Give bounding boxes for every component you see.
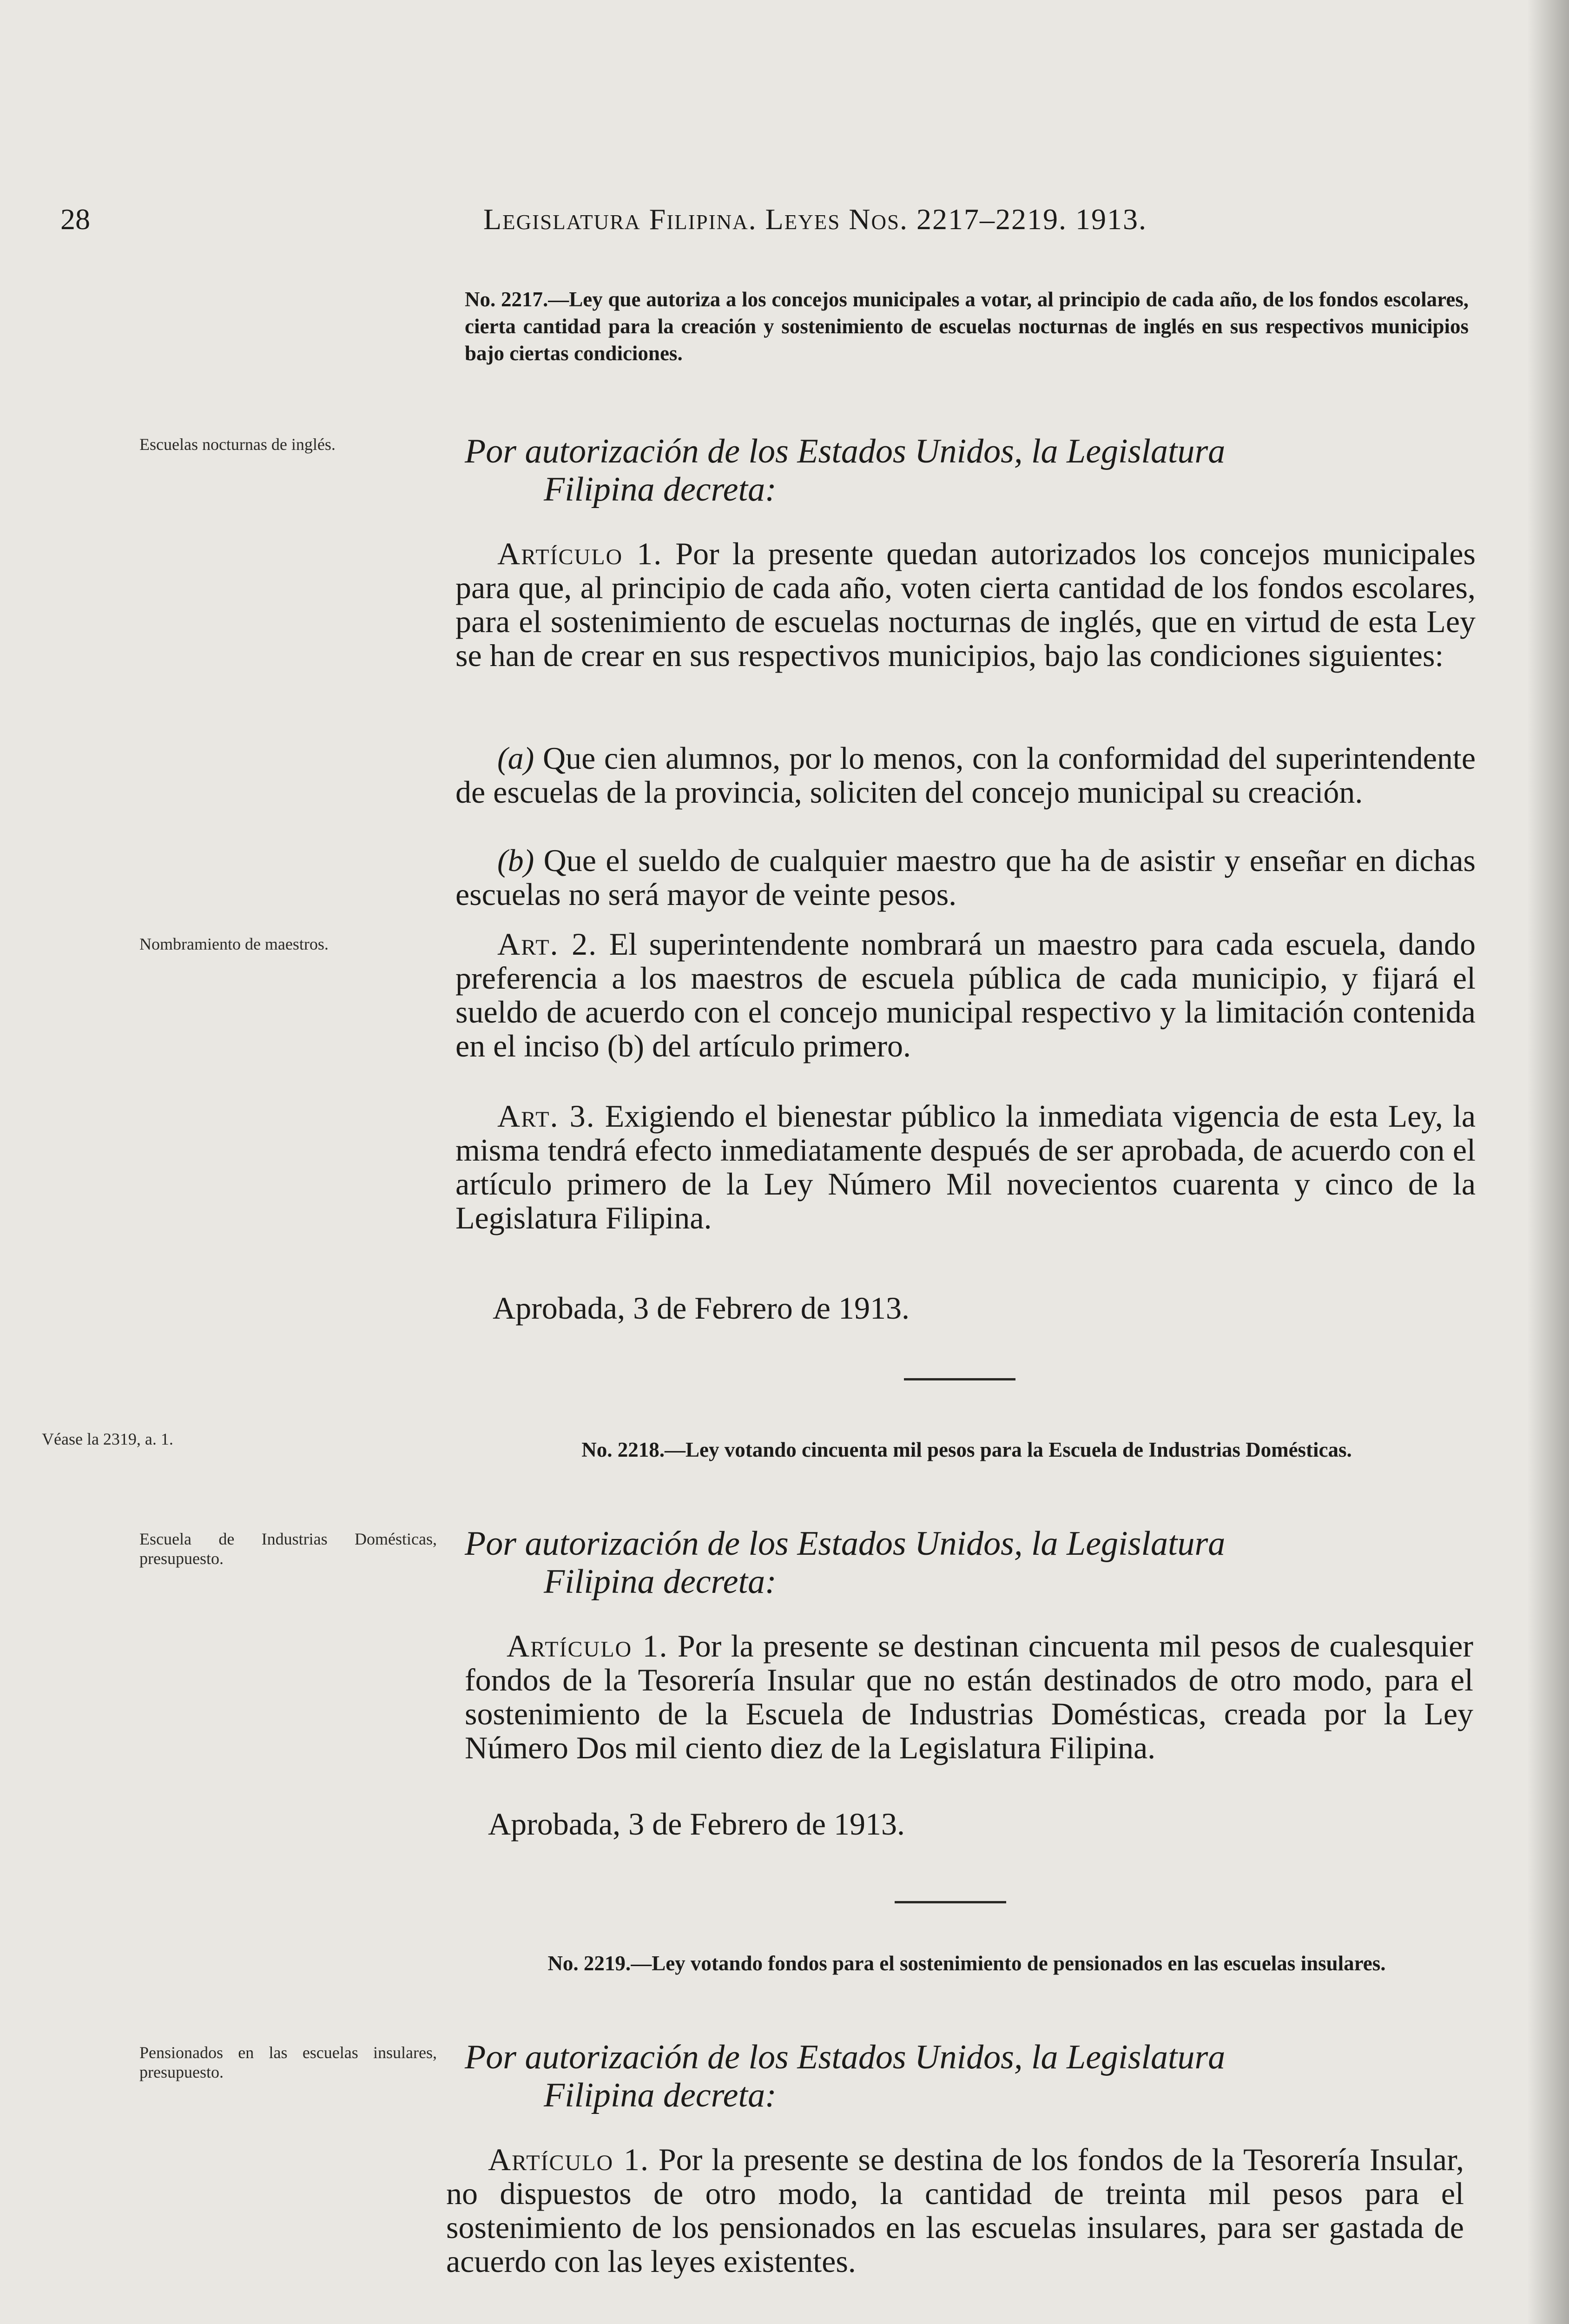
- margin-note-nombramiento: Nombramiento de maestros.: [139, 935, 329, 953]
- law-2217-title-text: —Ley que autoriza a los concejos municipales a votar, al principio de cada año, de los fondos escolares, cierta cantidad para la creación y sostenimiento de escuelas nocturnas de inglés en sus respectivos municipios bajo ciertas condiciones.: [465, 288, 1469, 365]
- law-2219-title-text: —Ley votando fondos para el sostenimiento de pensionados en las escuelas insulares.: [631, 1952, 1386, 1975]
- law-2217-title: [465, 286, 1469, 407]
- article-label: Art. 2.: [497, 926, 598, 962]
- margin-note-escuelas-nocturnas: Escuelas nocturnas de inglés.: [139, 435, 336, 454]
- enacting-line-2: Filipina decreta:: [544, 2076, 777, 2114]
- law-2217-number: No. 2217.: [465, 288, 548, 311]
- article-label: Artículo 1.: [488, 2142, 650, 2177]
- article-text: El superintendente nombrará un maestro para cada escuela, dando preferencia a los maestros de escuela pública de cada municipio, y fijará el sueldo de acuerdo con el concejo municipal respectivo y la limitación contenida en el inciso (b) del artículo primero.: [455, 926, 1476, 1063]
- law-2218-enacting-clause: [465, 1525, 1478, 1601]
- enacting-line-2: Filipina decreta:: [544, 470, 777, 508]
- law-2217-enacting-clause: [465, 432, 1478, 508]
- law-2218-title: [465, 1436, 1469, 1463]
- article-label: Artículo 1.: [497, 536, 663, 571]
- article-text: Por la presente se destinan cincuenta mil pesos de cualesquier fondos de la Tesorería Insular que no están destinados de otro modo, para el sostenimiento de la Escuela de Industrias Domésticas, creada por la Ley Número Dos mil ciento diez de la Legislatura Filipina.: [465, 1628, 1473, 1765]
- enacting-line-1: Por autorización de los Estados Unidos, la Legislatura: [465, 432, 1226, 470]
- law-2219-enacting-clause: [465, 2038, 1478, 2114]
- law-2218-title-text: —Ley votando cincuenta mil pesos para la Escuela de Industrias Domésticas.: [664, 1438, 1352, 1461]
- clause-text: Que el sueldo de cualquier maestro que ha de asistir y enseñar en dichas escuelas no será mayor de veinte pesos.: [455, 843, 1476, 912]
- law-2218-approved: Aprobada, 3 de Febrero de 1913.: [488, 1806, 905, 1842]
- margin-note-industrias: Escuela de Industrias Domésticas, presupuesto.: [139, 1530, 437, 1568]
- law-2219-article-1: [446, 2143, 1464, 2278]
- law-2217-article-3: [455, 1099, 1476, 1235]
- law-2218-number: No. 2218.: [581, 1438, 665, 1461]
- law-2219-title: [465, 1950, 1469, 1977]
- enacting-line-2: Filipina decreta:: [544, 1563, 777, 1601]
- article-text: Por la presente quedan autorizados los concejos municipales para que, al principio de cada año, voten cierta cantidad de los fondos escolares, para el sostenimiento de escuelas nocturnas de inglés, que en virtud de esta Ley se han de crear en sus respectivos municipios, bajo las condiciones siguientes:: [455, 536, 1476, 673]
- law-2217-article-1: [455, 537, 1476, 673]
- law-2217-article-2: [455, 927, 1476, 1063]
- page-number: 28: [60, 203, 90, 236]
- article-text: Exigiendo el bienestar público la inmediata vigencia de esta Ley, la misma tendrá efecto inmediatamente después de ser aprobada, de acuerdo con el artículo primero de la Ley Número Mil novecientos cuarenta y cinco de la Legislatura Filipina.: [455, 1098, 1476, 1235]
- law-2219-number: No. 2219.: [547, 1952, 631, 1975]
- section-divider: [895, 1901, 1006, 1903]
- enacting-line-1: Por autorización de los Estados Unidos, la Legislatura: [465, 1525, 1226, 1563]
- running-head: Legislatura Filipina. Leyes Nos. 2217–2219. 1913.: [483, 203, 1147, 236]
- article-text: Por la presente se destina de los fondos de la Tesorería Insular, no dispuestos de otro modo, la cantidad de treinta mil pesos para el sostenimiento de los pensionados en las escuelas insulares, para ser gastada de acuerdo con las leyes existentes.: [446, 2142, 1464, 2279]
- page-edge-shadow: [1527, 0, 1569, 2324]
- law-2218-article-1: [465, 1629, 1473, 1765]
- article-label: Art. 3.: [497, 1098, 595, 1134]
- article-label: Artículo 1.: [507, 1628, 668, 1664]
- clause-label: (a): [497, 740, 534, 776]
- clause-label: (b): [497, 843, 534, 878]
- margin-note-pensionados: Pensionados en las escuelas insulares, presupuesto.: [139, 2043, 437, 2081]
- law-2217-clause-b: [455, 844, 1476, 911]
- clause-text: Que cien alumnos, por lo menos, con la conformidad del superintendente de escuelas de la provincia, soliciten del concejo municipal su creación.: [455, 740, 1476, 810]
- enacting-line-1: Por autorización de los Estados Unidos, la Legislatura: [465, 2038, 1226, 2076]
- margin-note-vease: Véase la 2319, a. 1.: [42, 1430, 173, 1448]
- law-2217-clause-a: [455, 741, 1476, 809]
- law-2217-approved: Aprobada, 3 de Febrero de 1913.: [493, 1290, 910, 1326]
- section-divider: [904, 1378, 1015, 1380]
